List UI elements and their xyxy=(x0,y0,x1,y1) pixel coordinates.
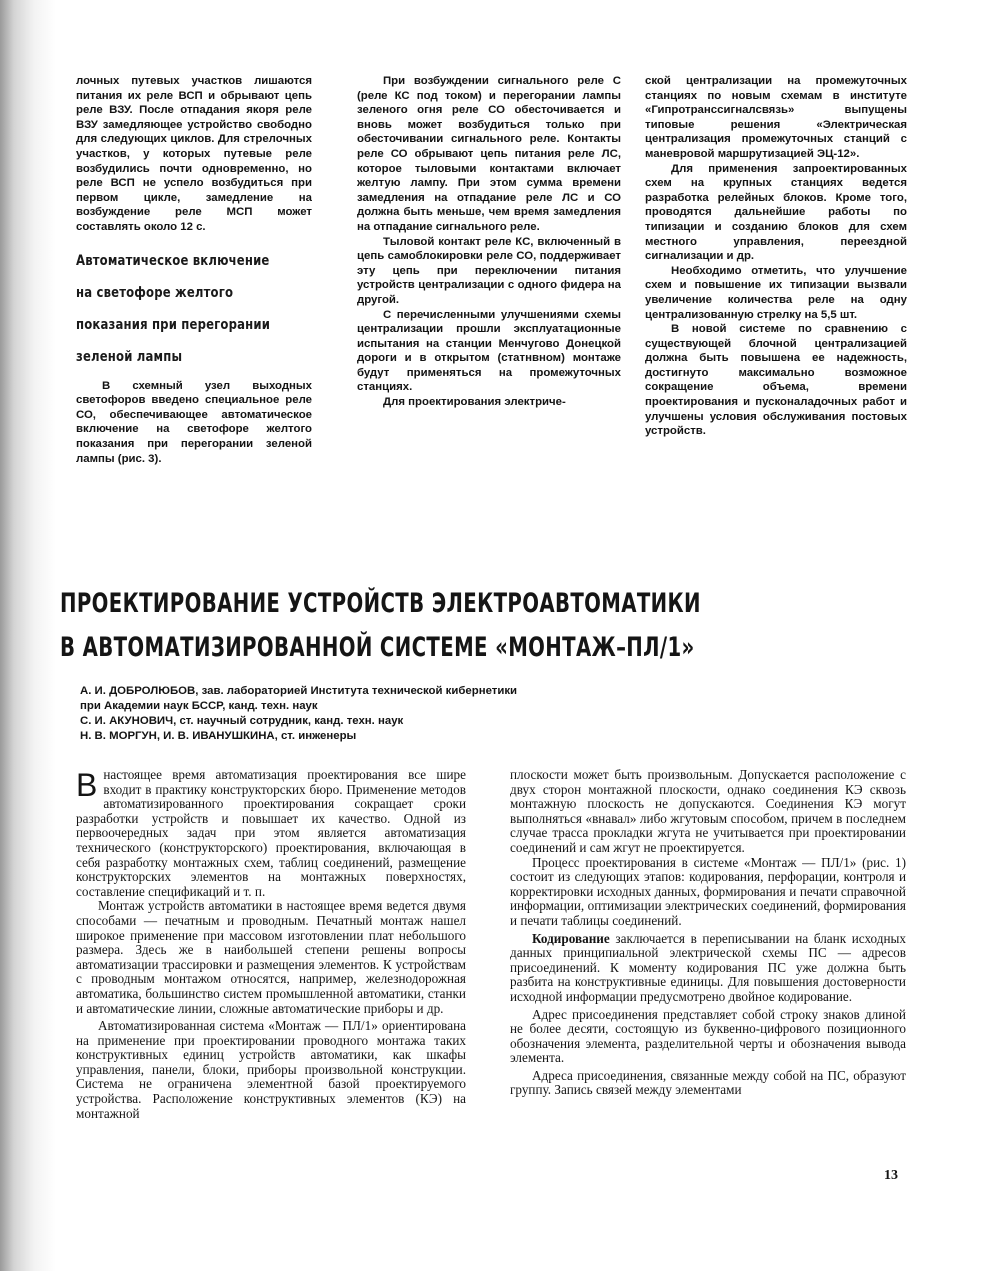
bold-term: Кодирование xyxy=(532,930,610,946)
subheading-line: на светофоре желтого xyxy=(76,283,234,301)
paragraph: Автоматизированная система «Монтаж — ПЛ/1» ориентирована на применение при проектировании проводного монтажа таких конструктивных единиц устройств автоматики, как шкафы управления, панели, блоки, приборы произвольной конструкции. Система не ограничена элементной базой проектируемого устройства. Расположение конструктивных элементов (КЭ) на монтажной xyxy=(76,1018,466,1121)
paragraph: В схемный узел выходных светофоров введено специальное реле СО, обеспечивающее автоматическое включение на светофоре желтого показания при перегорании зеленой лампы (рис. 3). xyxy=(76,379,312,465)
subheading-line: показания при перегорании xyxy=(76,315,271,333)
author-line: С. И. АКУНОВИЧ, ст. научный сотрудник, канд. техн. наук xyxy=(80,715,404,727)
article-title-line-1: ПРОЕКТИРОВАНИЕ УСТРОЙСТВ ЭЛЕКТРОАВТОМАТИКИ xyxy=(60,588,701,619)
paragraph-text: заключается в переписывании на бланк исходных данных принципиальной электрической схемы ПС — адресов присоединений. К моменту кодирования ПС уже должна быть разбита на конструктивные единицы. Для повышения достоверности исходной информации предусмотрено двойное кодирование. xyxy=(510,930,906,1004)
intro-paragraph xyxy=(76,768,466,899)
author-line: Н. В. МОРГУН, И. В. ИВАНУШКИНА, ст. инженеры xyxy=(80,730,357,742)
top-column-2 xyxy=(357,74,621,494)
paragraph: Тыловой контакт реле КС, включенный в цепь самоблокировки реле СО, поддерживает эту цепь при переключении питания устройств централизации с одного фидера на другой. xyxy=(357,235,621,306)
page-number: 13 xyxy=(884,1168,898,1183)
subheading-line: Автоматическое включение xyxy=(76,251,270,269)
author-line: А. И. ДОБРОЛЮБОВ, зав. лабораторией Института технической кибернетики xyxy=(80,685,518,697)
paragraph: С перечисленными улучшениями схемы централизации прошли эксплуатационные испытания на станции Менчугово Донецкой дороги и в открытом (статнвном) монтаже будут применяться на промежуточных станциях. xyxy=(357,308,621,394)
paragraph: Адреса присоединения, связанные между собой на ПС, образуют группу. Запись связей между элементами xyxy=(510,1067,906,1098)
author-line: при Академии наук БССР, канд. техн. наук xyxy=(80,700,318,712)
paragraph: При возбуждении сигнального реле С (реле КС под током) и перегорании лампы зеленого огня реле СО обесточивается и вновь может возбудиться только при обесточивании сигнального реле. Контакты реле СО обрывают цепь питания реле ЛС, которое тыловыми контактами включает желтую лампу. При этом сумма времени замедления на отпадание реле ЛС и СО должна быть меньше, чем время замедления на отпадание сигнального реле. xyxy=(357,75,621,233)
paragraph: Для применения запроектированных схем на крупных станциях ведется разработка релейных блоков. Кроме того, проводятся дальнейшие работы по типизации и созданию блоков для схем местного управления, переездной сигнализации и др. xyxy=(645,162,907,263)
drop-cap: В xyxy=(76,768,98,803)
paragraph: лочных путевых участков лишаются питания их реле ВСП и обрывают цепь реле ВЗУ. После отпадания якоря реле ВЗУ замедляющее устройство свободно для следующих циклов. Для стрелочных участков, у которых путевые реле возбудились почти одновременно, но реле ВСП не успело возбудиться при первом цикле, замедление на возбуждение реле МСП может составлять около 12 с. xyxy=(76,75,312,233)
article-authors xyxy=(80,684,700,744)
top-column-1 xyxy=(76,74,312,494)
paragraph: плоскости может быть произвольным. Допускается расположение с двух сторон монтажной плоскости, однако соединения КЭ сквозь монтажную плоскость не допускаются. Соединения КЭ могут выполняться «внавал» либо жгутовым способом, причем в последнем случае трасса прокладки жгута не учитывается при проектировании соединений и сам жгут не проектируется. xyxy=(510,768,906,855)
paragraph: ской централизации на промежуточных станциях по новым схемам в институте «Гипротранссигналсвязь» выпущены типовые решения «Электрическая централизация промежуточных станций с маневровой маршрутизацией ЭЦ-12». xyxy=(645,75,907,160)
article-column-2 xyxy=(510,768,906,1183)
paragraph: В новой системе по сравнению с существующей блочной централизацией должна быть повышена ее надежность, достигнуто максимально возможное сокращение объема, времени проектирования и пусконаладочных работ и улучшены условия обслуживания постовых устройств. xyxy=(645,323,907,438)
paragraph-text: настоящее время автоматизация проектирования все шире входит в практику конструкторских бюро. Применение методов автоматизированного проектирования сокращает сроки разработки устройств и повышает их качество. Одной из первоочередных задач при этом является автоматизация технического (конструкторского) проектирования, включающая в себя разработку монтажных схем, таблиц соединений, размещение конструкторских элементов на монтажных поверхностях, составление спецификаций и т. п. xyxy=(76,768,466,899)
paragraph: Необходимо отметить, что улучшение схем и повышение их типизации вызвали увеличение количества реле на одну централизованную стрелку на 5,5 шт. xyxy=(645,264,907,321)
paragraph: Процесс проектирования в системе «Монтаж — ПЛ/1» (рис. 1) состоит из следующих этапов: кодирования, перфорации, контроля и корректировки исходных данных, формирования и печати справочной информации, оптимизации электрических соединений, формирования и печати таблицы соединений. xyxy=(510,854,906,928)
paragraph: Для проектирования электриче- xyxy=(383,396,566,409)
paragraph: Монтаж устройств автоматики в настоящее время ведется двумя способами — печатным и проводным. Печатный монтаж нашел широкое применение при массовом изготовлении плат небольшого размера. Здесь же в наибольшей степени решены вопросы автоматизации трассировки и размещения элементов. К устройствам с проводным монтажом относятся, например, железнодорожная автоматика, большинство систем промышленной автоматики, станки и автоматические линии, сложные автоматические приборы и др. xyxy=(76,898,466,1016)
paragraph: Адрес присоединения представляет собой строку знаков длиной не более десяти, состоящую из буквенно-цифрового позиционного обозначения элемента, разделительной черты и обозначения вывода элемента. xyxy=(510,1006,906,1066)
article-title-line-2: В АВТОМАТИЗИРОВАННОЙ СИСТЕМЕ «МОНТАЖ–ПЛ/1» xyxy=(60,632,695,663)
subheading-line: зеленой лампы xyxy=(76,347,183,365)
section-subheading xyxy=(76,245,308,373)
article-column-1 xyxy=(76,768,466,1183)
paragraph xyxy=(510,932,906,1005)
top-column-3 xyxy=(645,74,907,494)
